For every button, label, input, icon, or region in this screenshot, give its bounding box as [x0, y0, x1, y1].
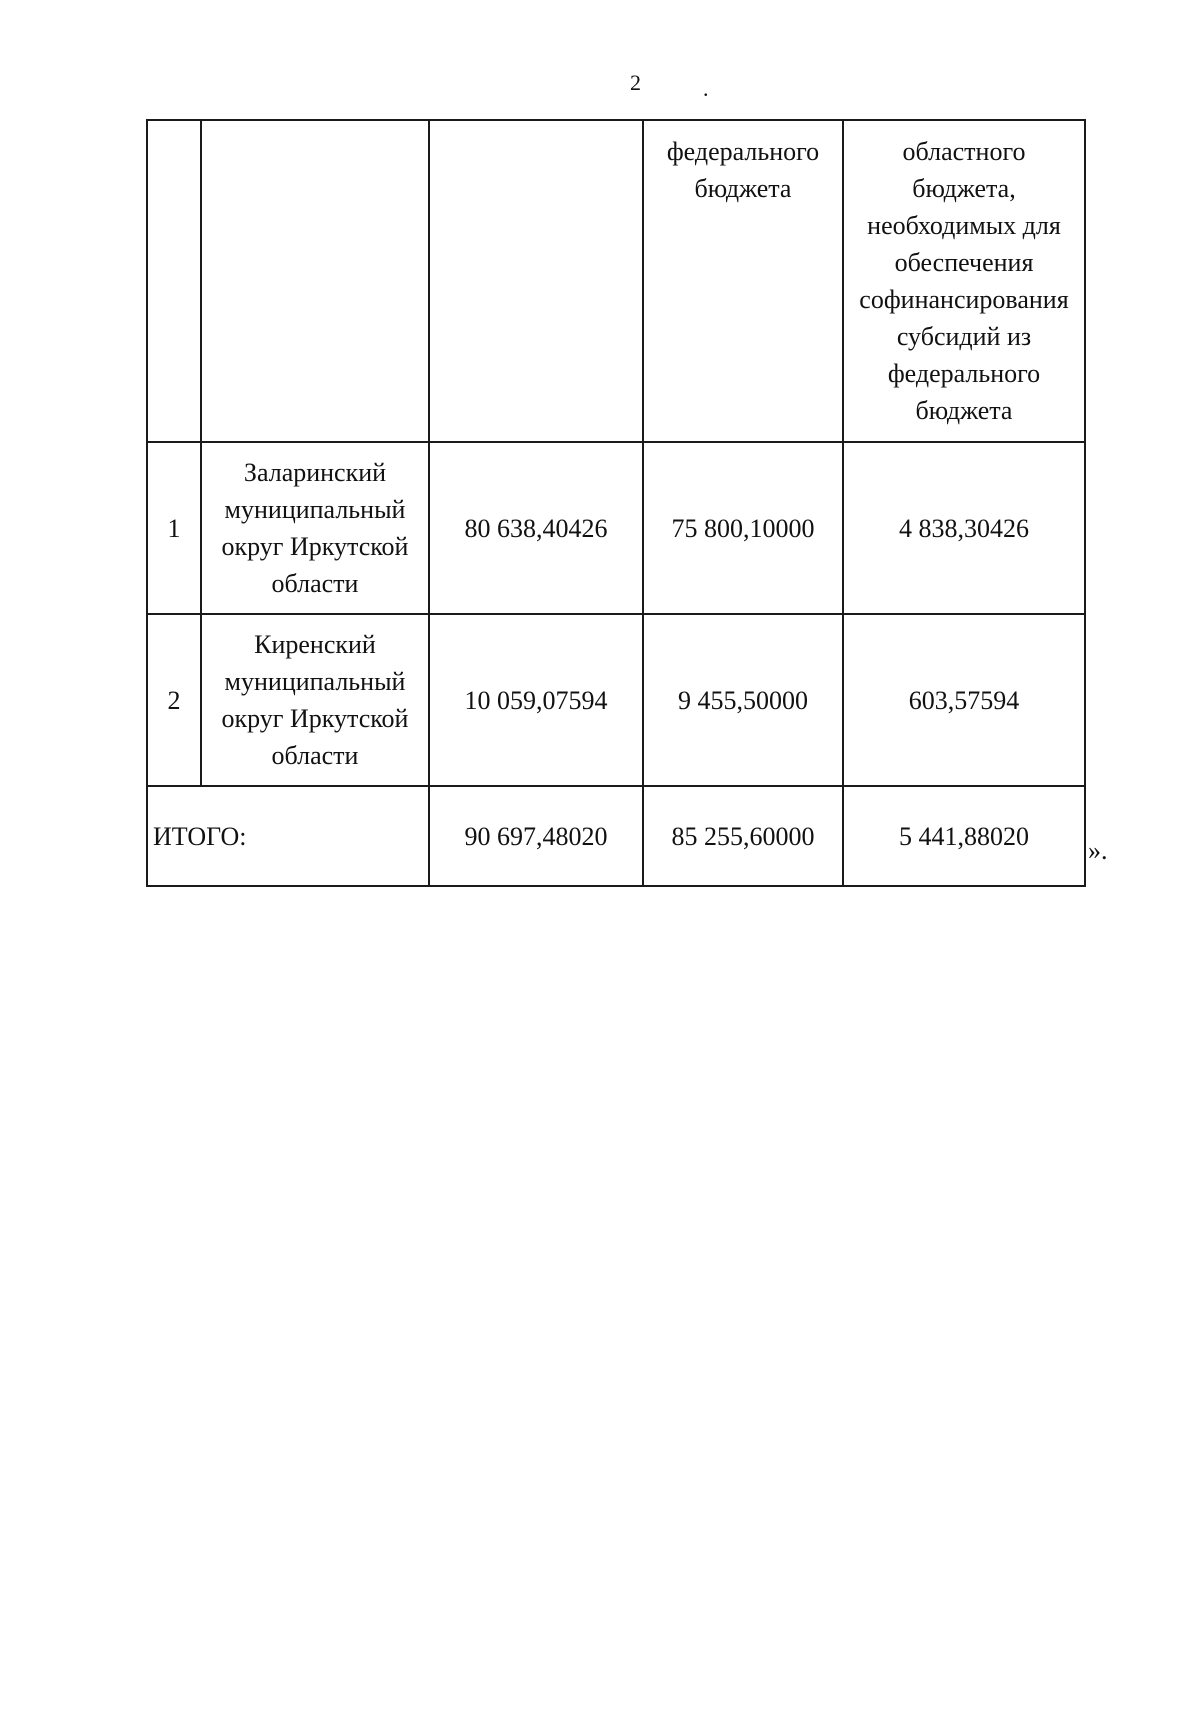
totals-regional-amount: 5 441,88020 [843, 786, 1085, 886]
row-municipality-name: Киренский муниципальный округ Иркутской области [201, 614, 429, 786]
row-federal-amount: 9 455,50000 [643, 614, 843, 786]
totals-label: ИТОГО: [147, 786, 429, 886]
header-cell-federal: федерального бюджета [643, 120, 843, 442]
page-number: 2 [630, 70, 641, 95]
row-number: 1 [147, 442, 201, 614]
row-municipality-name: Заларинский муниципальный округ Иркутской области [201, 442, 429, 614]
row-regional-amount: 603,57594 [843, 614, 1085, 786]
header-cell-total [429, 120, 643, 442]
closing-quote-mark: ». [1088, 836, 1108, 865]
header-cell-name [201, 120, 429, 442]
table-row [147, 614, 1085, 786]
row-total-amount: 10 059,07594 [429, 614, 643, 786]
table-row [147, 442, 1085, 614]
header-cell-regional: областного бюджета, необходимых для обеспечения софинансирования субсидий из федерального бюджета [843, 120, 1085, 442]
totals-total-amount: 90 697,48020 [429, 786, 643, 886]
row-regional-amount: 4 838,30426 [843, 442, 1085, 614]
row-total-amount: 80 638,40426 [429, 442, 643, 614]
budget-table [146, 119, 1086, 887]
row-federal-amount: 75 800,10000 [643, 442, 843, 614]
table-header-row [147, 120, 1085, 442]
row-number: 2 [147, 614, 201, 786]
totals-row [147, 786, 1085, 886]
header-cell-number [147, 120, 201, 442]
totals-federal-amount: 85 255,60000 [643, 786, 843, 886]
page-number-dot: . [703, 76, 709, 101]
